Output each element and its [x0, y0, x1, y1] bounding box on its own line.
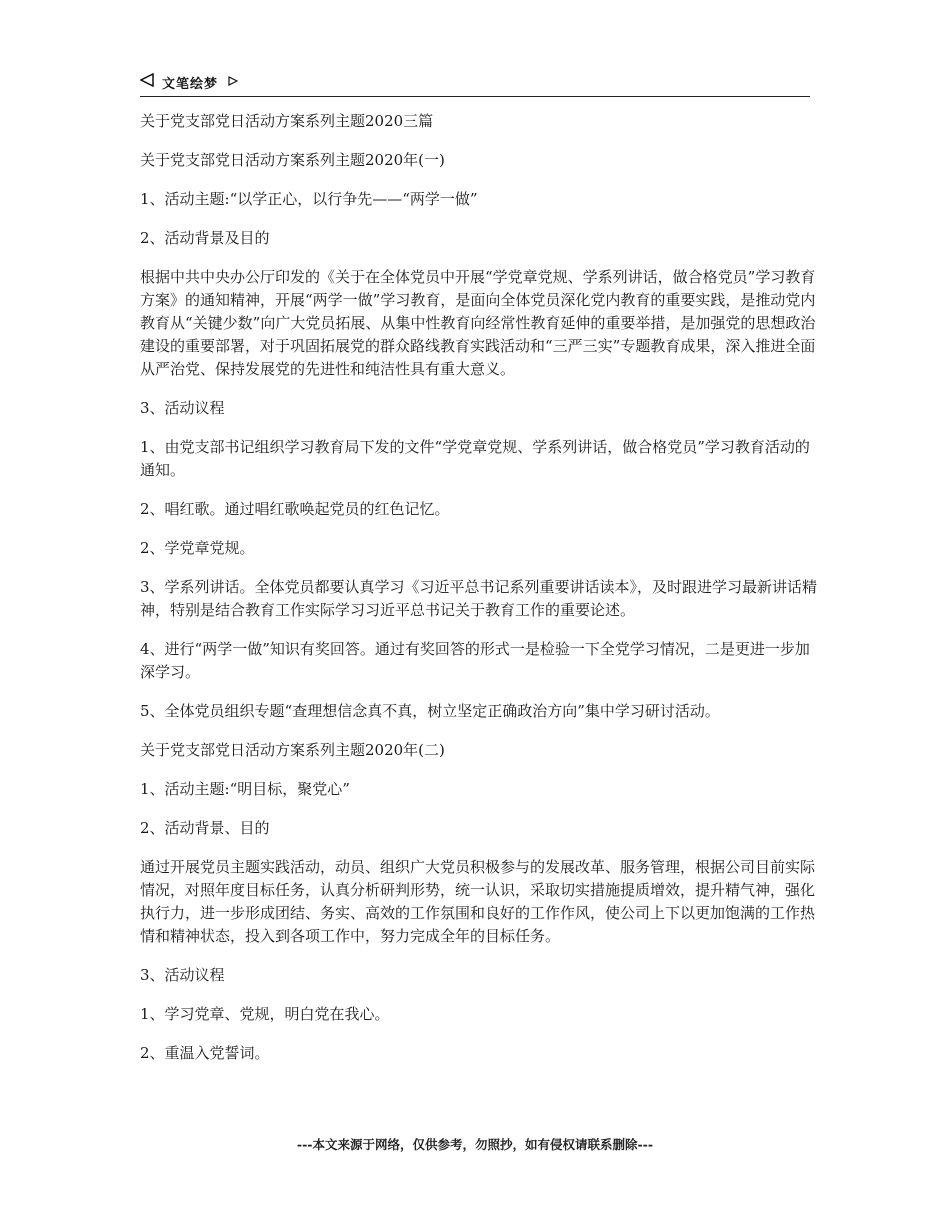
paragraph: 3、学系列讲话。全体党员都要认真学习《习近平总书记系列重要讲话读本》，及时跟进学习最新讲话精神，特别是结合教育工作实际学习习近平总书记关于教育工作的重要论述。	[140, 578, 818, 619]
paragraph: 5、全体党员组织专题“查理想信念真不真，树立坚定正确政治方向”集中学习研讨活动。	[140, 702, 720, 720]
paragraph: 通过开展党员主题实践活动，动员、组织广大党员积极参与的发展改革、服务管理，根据公司目前实际情况，对照年度目标任务，认真分析研判形势，统一认识，采取切实措施提质增效，提升精气神，强化执行力，进一步形成团结、务实、高效的工作氛围和良好的工作作风，使公司上下以更加饱满的工作热情和精神状态，投入到各项工作中，努力完成全年的目标任务。	[140, 858, 816, 945]
document-title: 关于党支部党日活动方案系列主题2020三篇	[140, 112, 434, 130]
paragraph: 2、重温入党誓词。	[140, 1044, 270, 1062]
paragraph: 1、活动主题:“明目标，聚党心”	[140, 780, 350, 798]
paragraph: 2、学党章党规。	[140, 539, 255, 557]
paragraph: 1、学习党章、党规，明白党在我心。	[140, 1005, 390, 1023]
paragraph: 1、由党支部书记组织学习教育局下发的文件“学党章党规、学系列讲话，做合格党员”学习教育活动的通知。	[140, 438, 810, 479]
section-heading-2: 关于党支部党日活动方案系列主题2020年(二)	[140, 741, 445, 759]
brand-title: 文笔绘梦	[162, 77, 219, 92]
paragraph: 1、活动主题:“以学正心，以行争先——“两学一做”	[140, 190, 478, 208]
paragraph: 2、唱红歌。通过唱红歌唤起党员的红色记忆。	[140, 500, 450, 518]
page-header	[140, 70, 810, 97]
paragraph: 2、活动背景、目的	[140, 819, 270, 837]
section-heading-1: 关于党支部党日活动方案系列主题2020年(一)	[140, 151, 445, 169]
paragraph: 根据中共中央办公厅印发的《关于在全体党员中开展“学党章党规、学系列讲话，做合格党员”学习教育方案》的通知精神，开展“两学一做”学习教育，是面向全体党员深化党内教育的重要实践，是推动党内教育从“关键少数”向广大党员拓展、从集中性教育向经常性教育延伸的重要举措，是加强党的思想政治建设的重要部署，对于巩固拓展党的群众路线教育实践活动和“三严三实”专题教育成果，深入推进全面从严治党、保持发展党的先进性和纯洁性具有重大意义。	[140, 268, 816, 378]
footer-notice: ---本文来源于网络，仅供参考，勿照抄，如有侵权请联系删除---	[296, 1137, 654, 1152]
triangle-left-icon	[140, 73, 154, 92]
paragraph: 3、活动议程	[140, 399, 225, 417]
document-body	[140, 110, 820, 1081]
triangle-right-icon	[228, 73, 238, 91]
paragraph: 2、活动背景及目的	[140, 229, 270, 247]
paragraph: 4、进行“两学一做”知识有奖回答。通过有奖回答的形式一是检验一下全党学习情况，二是更进一步加深学习。	[140, 640, 810, 681]
paragraph: 3、活动议程	[140, 966, 225, 984]
